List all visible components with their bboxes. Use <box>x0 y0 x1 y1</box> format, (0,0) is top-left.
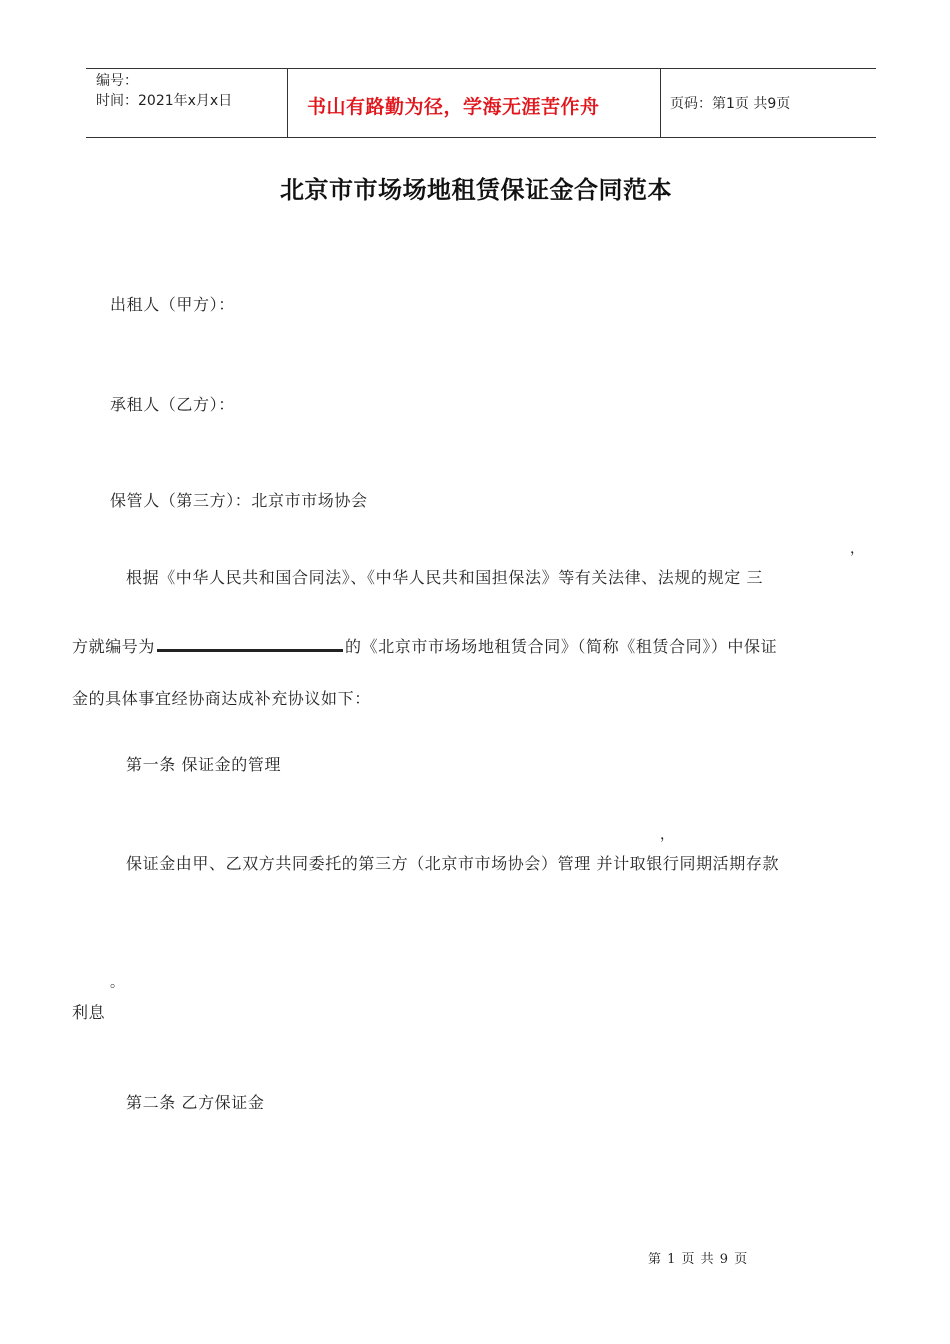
article-1-body: 保证金由甲、乙双方共同委托的第三方（北京市市场协会）管理 并计取银行同期活期存款 <box>126 854 780 873</box>
contract-number-blank <box>157 637 343 652</box>
page-info: 页码：第1页 共9页 <box>670 96 791 112</box>
intro-line-2 <box>72 634 777 657</box>
lessee-line: 承租人（乙方）： <box>110 395 235 414</box>
header-divider <box>287 69 288 137</box>
header-motto: 书山有路勤为径，学海无涯苦作舟 <box>307 96 600 118</box>
period-mark: 。 <box>110 975 124 991</box>
intro-line-3: 金的具体事宜经协商达成补充协议如下： <box>72 689 371 708</box>
comma-mark: ， <box>660 827 674 843</box>
comma-mark: ， <box>850 541 864 557</box>
custodian-line: 保管人（第三方）：北京市市场协会 <box>110 491 368 510</box>
intro-line-2-start: 方就编号为 <box>72 637 156 656</box>
document-title: 北京市市场场地租赁保证金合同范本 <box>280 175 672 204</box>
lessor-line: 出租人（甲方）： <box>110 295 235 314</box>
header-divider <box>660 69 661 137</box>
intro-line-2-end: 的《北京市市场场地租赁合同》（简称《租赁合同》）中保证 <box>345 637 778 656</box>
intro-line-1: 根据《中华人民共和国合同法》、《中华人民共和国担保法》等有关法律、法规的规定 三 <box>126 568 764 587</box>
serial-number-label: 编号： <box>96 73 138 89</box>
article-2-title: 第二条 乙方保证金 <box>126 1093 265 1112</box>
date-label: 时间：2021年x月x日 <box>96 93 233 109</box>
article-1-title: 第一条 保证金的管理 <box>126 755 282 774</box>
page-footer: 第 1 页 共 9 页 <box>648 1252 749 1267</box>
article-1-body-end: 利息 <box>72 1003 106 1022</box>
